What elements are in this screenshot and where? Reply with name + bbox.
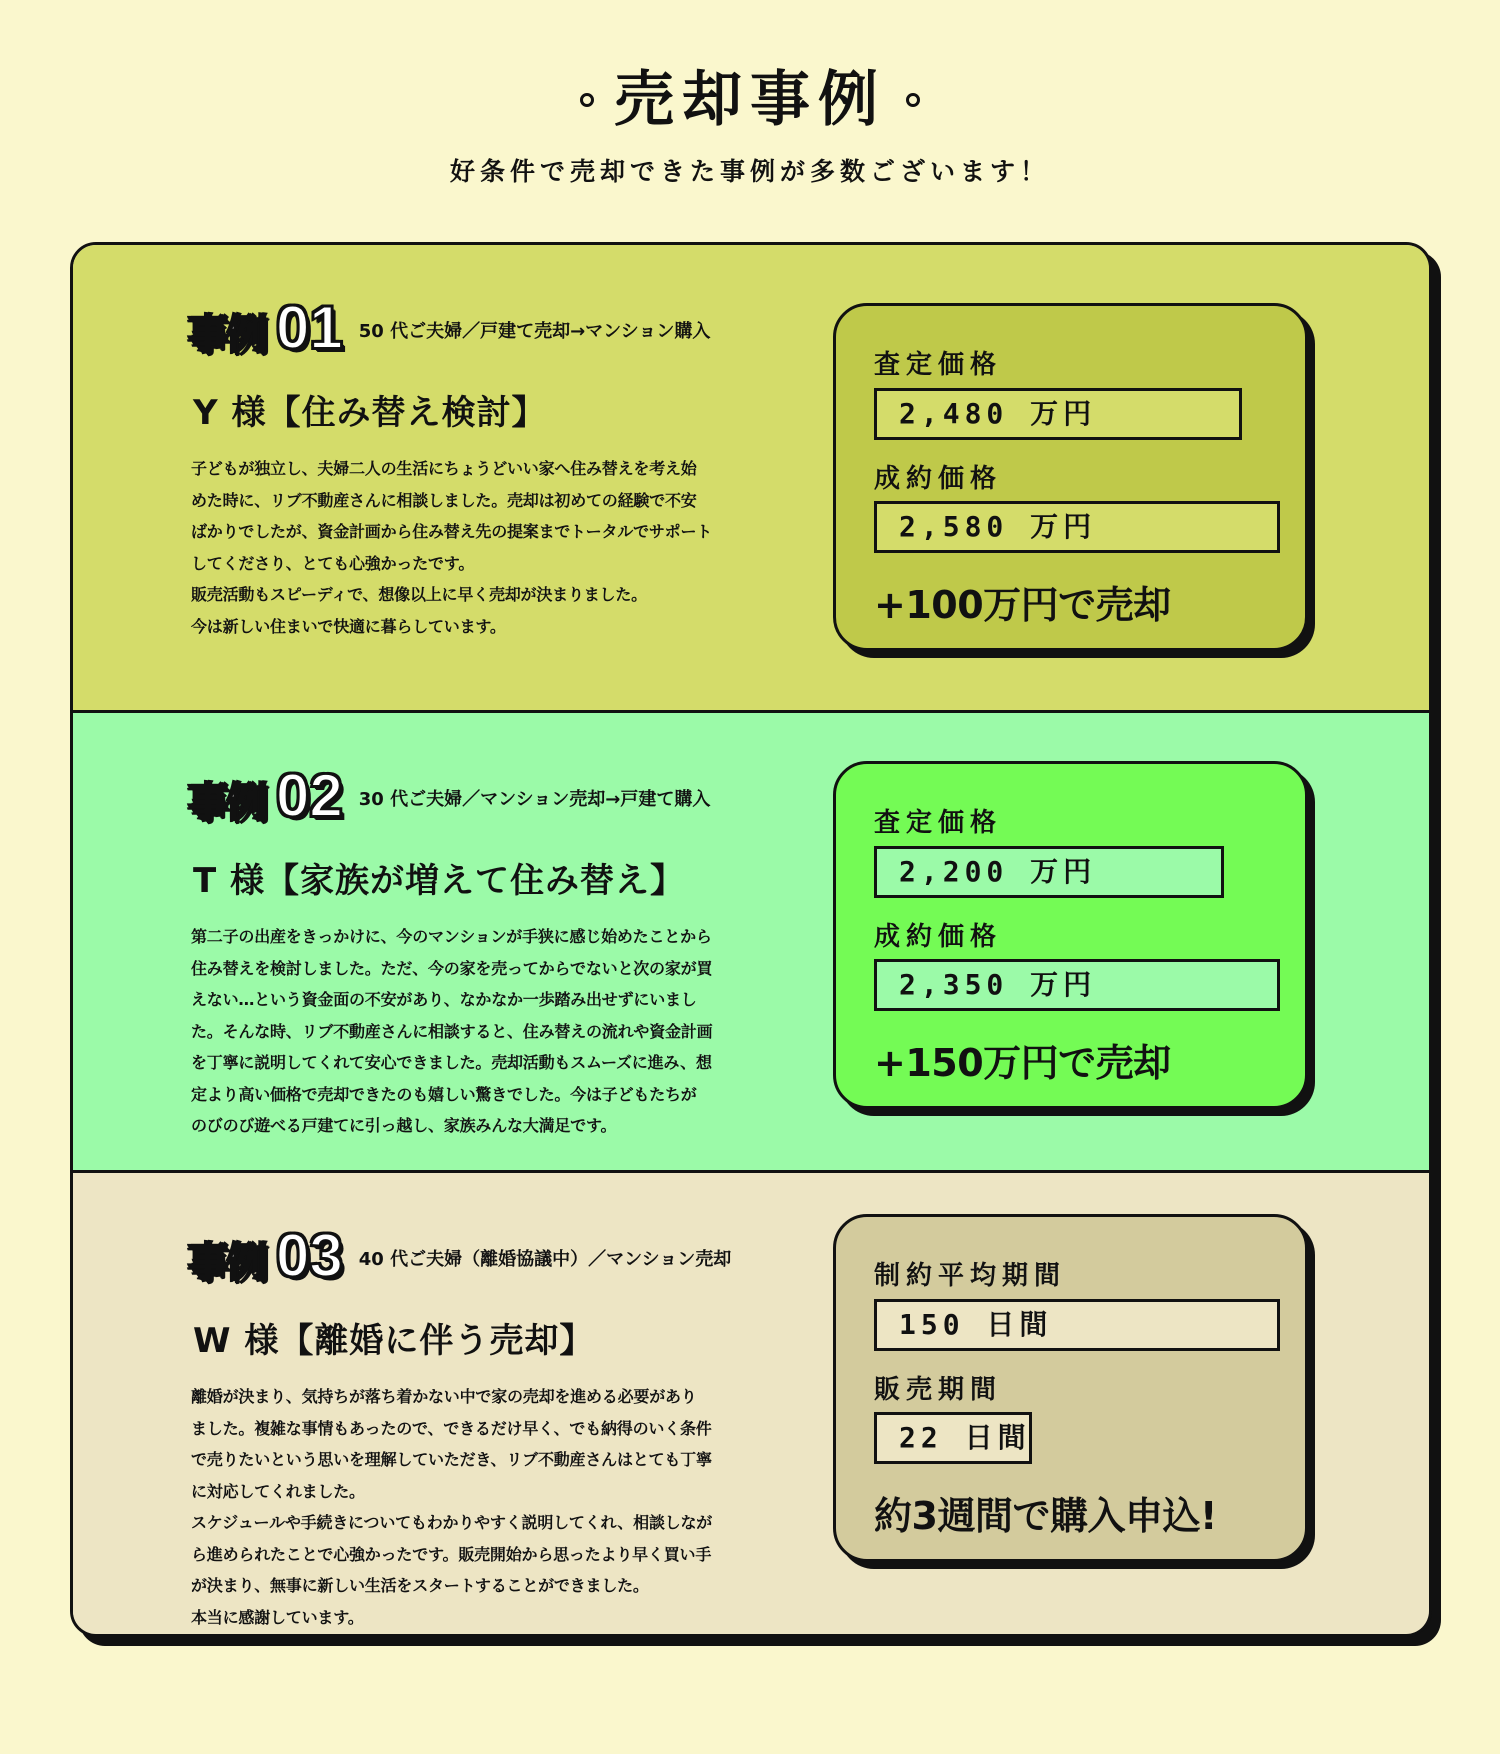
contract-price-box: 2,350 万円 bbox=[874, 959, 1280, 1011]
case-text-line: ら進められたことで心強かったです。販売開始から思ったより早く買い手 bbox=[191, 1544, 712, 1564]
assessed-price-box: 2,200 万円 bbox=[874, 846, 1224, 898]
case-text-line: 販売活動もスピーディで、想像以上に早く売却が決まりました。 bbox=[191, 585, 647, 604]
case-text-line: ばかりでしたが、資金計画から住み替え先の提案までトータルでサポート bbox=[191, 522, 713, 541]
case-section-01 bbox=[73, 245, 1429, 710]
price-card bbox=[833, 761, 1308, 1109]
avg-period-box: 150 日間 bbox=[874, 1299, 1280, 1351]
card-label-assessed: 査定価格 bbox=[874, 350, 1003, 380]
case-description bbox=[191, 921, 741, 1142]
case-text-line: めた時に、リブ不動産さんに相談しました。売却は初めての経験で不安 bbox=[191, 490, 697, 510]
case-text-line: を丁寧に説明してくれて安心できました。売却活動もスムーズに進み、想 bbox=[191, 1053, 712, 1072]
period-card bbox=[833, 1214, 1308, 1562]
case-text-line: で売りたいという思いを理解していただき、リブ不動産さんはとても丁寧 bbox=[191, 1450, 712, 1469]
case-text-line: えない…という資金面の不安があり、なかなか一歩踏み出せずにいまし bbox=[191, 990, 697, 1009]
page-subtitle: 好条件で売却できた事例が多数ございます！ bbox=[449, 157, 1050, 186]
case-text-line: してくださり、とても心強かったです。 bbox=[191, 553, 475, 573]
case-text-line: のびのび遊べる戸建てに引っ越し、家族みんな大満足です。 bbox=[191, 1116, 617, 1135]
case-text-line: ました。複雑な事情もあったので、できるだけ早く、でも納得のいく条件 bbox=[191, 1418, 712, 1438]
contract-price-box: 2,580 万円 bbox=[874, 501, 1280, 553]
circle-left-icon bbox=[580, 93, 594, 107]
case-tag: 40 代ご夫婦（離婚協議中）／マンション売却 bbox=[358, 1249, 732, 1270]
case-customer-name: T 様【家族が増えて住み替え】 bbox=[193, 861, 686, 901]
case-section-03 bbox=[73, 1170, 1429, 1637]
case-customer-name: Y 様【住み替え検討】 bbox=[193, 393, 547, 433]
card-result: +100万円で売却 bbox=[874, 583, 1171, 627]
case-tag: 50 代ご夫婦／戸建て売却→マンション購入 bbox=[358, 321, 711, 342]
price-card bbox=[833, 303, 1308, 651]
card-label-contract: 成約価格 bbox=[874, 464, 1003, 494]
case-number: 03 bbox=[276, 1222, 343, 1289]
page-header bbox=[0, 65, 1500, 188]
case-heading bbox=[188, 1222, 732, 1289]
sales-period-box: 22 日間 bbox=[874, 1412, 1032, 1464]
case-description bbox=[191, 453, 741, 642]
card-result: 約3週間で購入申込! bbox=[874, 1494, 1217, 1538]
case-description bbox=[191, 1381, 741, 1633]
card-result: +150万円で売却 bbox=[874, 1041, 1171, 1085]
case-text-line: 住み替えを検討しました。ただ、今の家を売ってからでないと次の家が買 bbox=[191, 958, 713, 978]
case-tag: 30 代ご夫婦／マンション売却→戸建て購入 bbox=[358, 789, 711, 810]
case-label: 事例 bbox=[188, 780, 266, 826]
case-text-line: 本当に感謝しています。 bbox=[191, 1607, 364, 1627]
case-heading bbox=[188, 762, 711, 829]
card-label-sales-period: 販売期間 bbox=[874, 1375, 1003, 1405]
case-section-02 bbox=[73, 710, 1429, 1170]
case-customer-name: W 様【離婚に伴う売却】 bbox=[193, 1321, 595, 1361]
case-label: 事例 bbox=[188, 312, 266, 358]
title-row bbox=[0, 65, 1500, 135]
case-text-line: 今は新しい住まいで快適に暮らしています。 bbox=[191, 616, 506, 636]
case-heading bbox=[188, 294, 711, 361]
card-label-contract: 成約価格 bbox=[874, 922, 1003, 952]
case-text-line: た。そんな時、リブ不動産さんに相談すると、住み替えの流れや資金計画 bbox=[191, 1021, 713, 1041]
card-label-avg-period: 制約平均期間 bbox=[874, 1261, 1067, 1291]
case-text-line: スケジュールや手続きについてもわかりやすく説明してくれ、相談しなが bbox=[191, 1513, 713, 1532]
card-label-assessed: 査定価格 bbox=[874, 808, 1003, 838]
assessed-price-box: 2,480 万円 bbox=[874, 388, 1242, 440]
case-number: 01 bbox=[276, 294, 343, 361]
page-title: 売却事例 bbox=[614, 65, 886, 135]
case-text-line: 第二子の出産をきっかけに、今のマンションが手狭に感じ始めたことから bbox=[191, 927, 712, 946]
case-text-line: が決まり、無事に新しい生活をスタートすることができました。 bbox=[191, 1576, 649, 1595]
case-label: 事例 bbox=[188, 1240, 266, 1286]
case-text-line: 離婚が決まり、気持ちが落ち着かない中で家の売却を進める必要があり bbox=[191, 1387, 697, 1406]
circle-right-icon bbox=[906, 93, 920, 107]
case-text-line: に対応してくれました。 bbox=[191, 1481, 365, 1501]
case-text-line: 定より高い価格で売却できたのも嬉しい驚きでした。今は子どもたちが bbox=[191, 1084, 697, 1104]
cases-panel bbox=[70, 242, 1432, 1637]
case-number: 02 bbox=[276, 762, 343, 829]
case-text-line: 子どもが独立し、夫婦二人の生活にちょうどいい家へ住み替えを考え始 bbox=[191, 459, 697, 478]
